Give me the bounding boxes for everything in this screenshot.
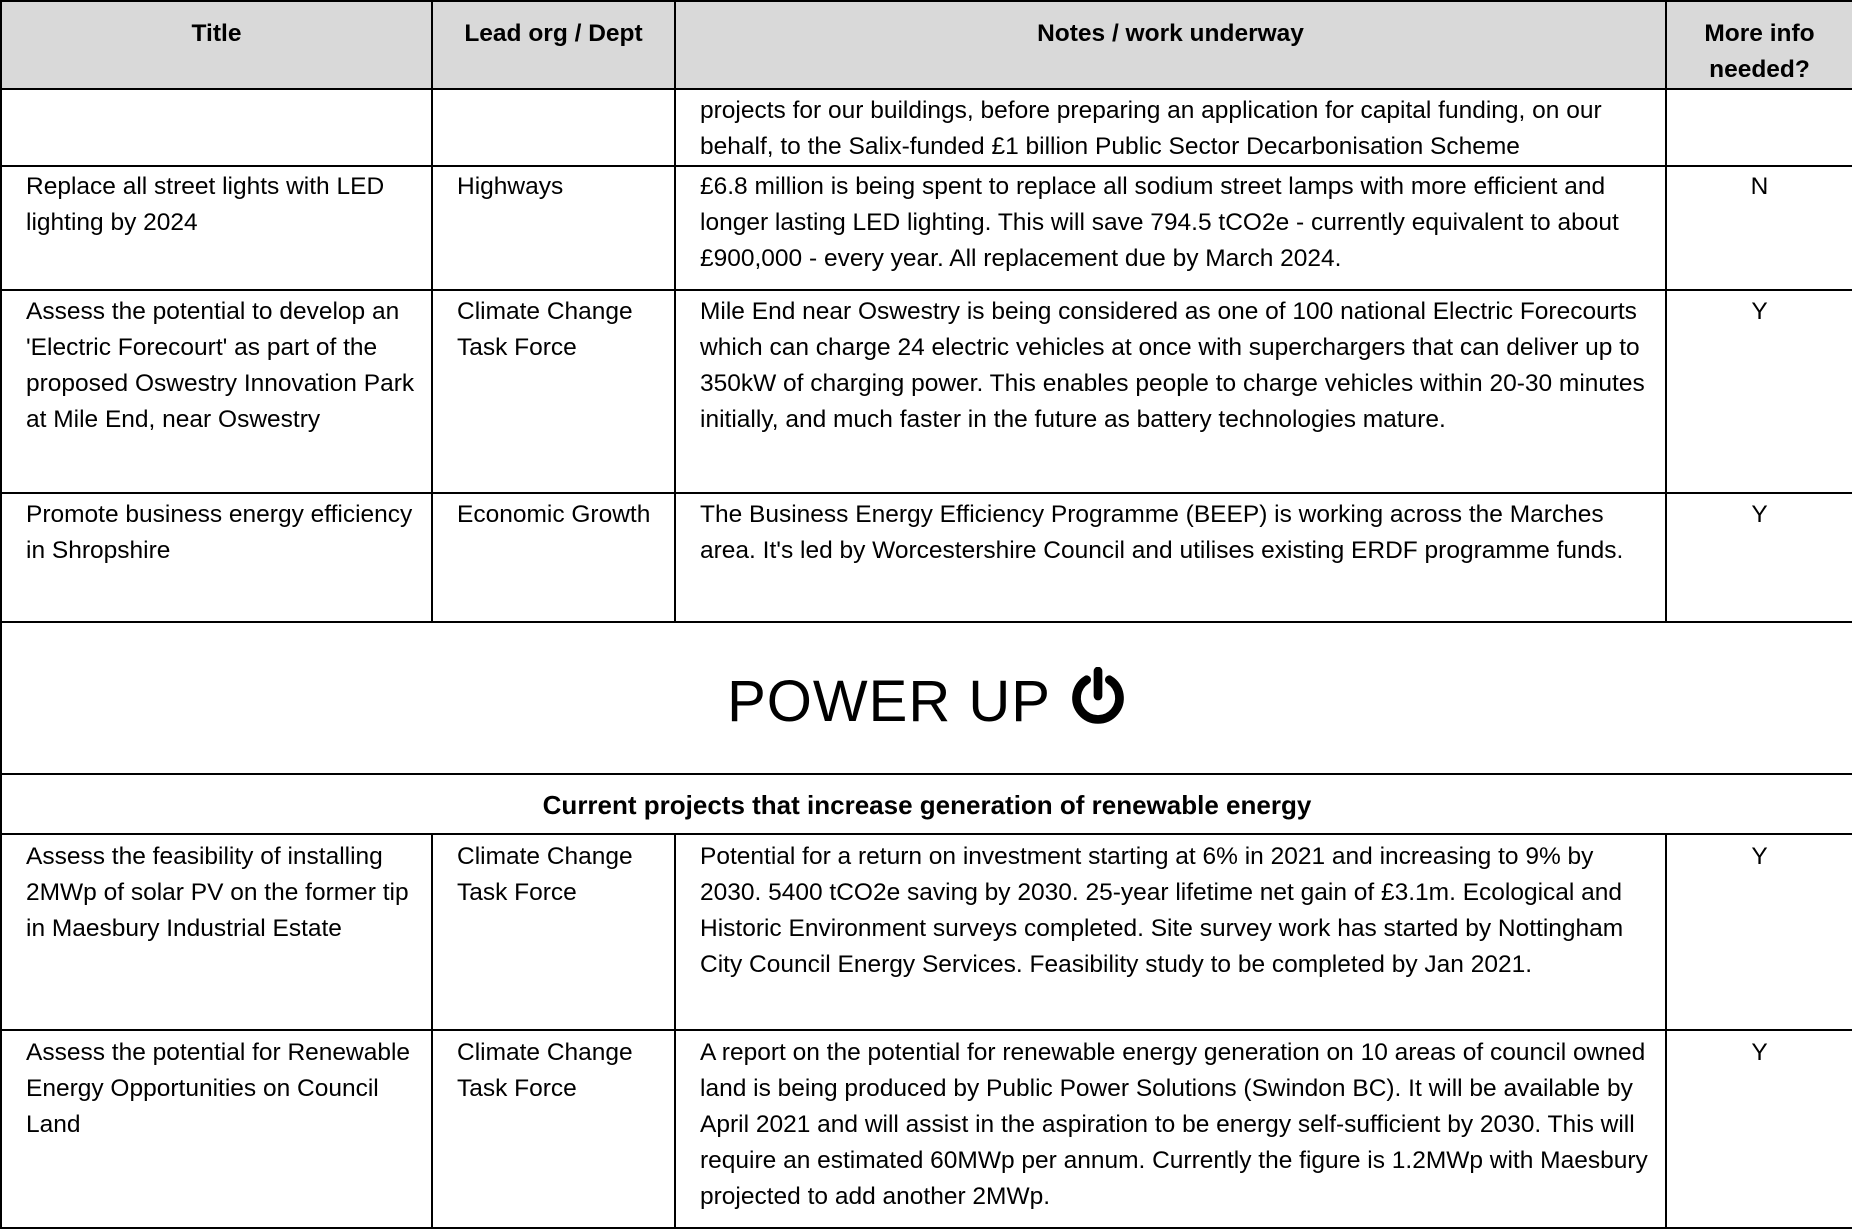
row-more-info — [1666, 89, 1852, 166]
row-notes: projects for our buildings, before preparing an application for capital funding, on our behalf, to the Salix-funded £1 billion Public Sector Decarbonisation Scheme — [675, 89, 1666, 166]
row-more-info: Y — [1666, 1030, 1852, 1228]
row-more-info: N — [1666, 166, 1852, 290]
power-icon — [1069, 667, 1127, 725]
table-row — [1, 89, 1852, 166]
row-lead-org: Economic Growth — [432, 493, 675, 622]
row-notes: Potential for a return on investment starting at 6% in 2021 and increasing to 9% by 2030. 5400 tCO2e saving by 2030. 25-year lifetime net gain of £3.1m. Ecological and Historic Environment surveys completed. Site survey work has started by Nottingham City Council Energy Services. Feasibility study to be completed by Jan 2021. — [675, 834, 1666, 1030]
row-title: Promote business energy efficiency in Shropshire — [1, 493, 432, 622]
row-notes: A report on the potential for renewable energy generation on 10 areas of council owned land is being produced by Public Power Solutions (Swindon BC). It will be available by April 2021 and will assist in the aspiration to be energy self-sufficient by 2030. This will require an estimated 60MWp per annum. Currently the figure is 1.2MWp with Maesbury projected to add another 2MWp. — [675, 1030, 1666, 1228]
table-header — [1, 1, 1852, 89]
table-row — [1, 1030, 1852, 1228]
row-more-info: Y — [1666, 493, 1852, 622]
row-title: Assess the potential for Renewable Energy Opportunities on Council Land — [1, 1030, 432, 1228]
banner-title: POWER UP — [727, 669, 1051, 734]
row-lead-org — [432, 89, 675, 166]
row-title — [1, 89, 432, 166]
banner-cell — [1, 622, 1852, 774]
row-title: Replace all street lights with LED lighting by 2024 — [1, 166, 432, 290]
section-heading: Current projects that increase generation of renewable energy — [1, 774, 1852, 834]
section-row — [1, 774, 1852, 834]
row-more-info: Y — [1666, 290, 1852, 493]
table-row — [1, 290, 1852, 493]
row-lead-org: Highways — [432, 166, 675, 290]
row-notes: Mile End near Oswestry is being considered as one of 100 national Electric Forecourts which can charge 24 electric vehicles at once with superchargers that can deliver up to 350kW of charging power. This enables people to charge vehicles within 20-30 minutes initially, and much faster in the future as battery technologies mature. — [675, 290, 1666, 493]
row-lead-org: Climate Change Task Force — [432, 290, 675, 493]
row-notes: The Business Energy Efficiency Programme (BEEP) is working across the Marches area. It's led by Worcestershire Council and utilises existing ERDF programme funds. — [675, 493, 1666, 622]
header-lead-org: Lead org / Dept — [432, 1, 675, 89]
header-title: Title — [1, 1, 432, 89]
header-row — [1, 1, 1852, 89]
row-more-info: Y — [1666, 834, 1852, 1030]
table-row — [1, 493, 1852, 622]
row-title: Assess the feasibility of installing 2MWp of solar PV on the former tip in Maesbury Industrial Estate — [1, 834, 432, 1030]
header-more-info: More info needed? — [1666, 1, 1852, 89]
row-lead-org: Climate Change Task Force — [432, 834, 675, 1030]
banner-row — [1, 622, 1852, 774]
row-title: Assess the potential to develop an 'Electric Forecourt' as part of the proposed Oswestry Innovation Park at Mile End, near Oswestry — [1, 290, 432, 493]
row-lead-org: Climate Change Task Force — [432, 1030, 675, 1228]
table-row — [1, 834, 1852, 1030]
header-notes: Notes / work underway — [675, 1, 1666, 89]
table-row — [1, 166, 1852, 290]
row-notes: £6.8 million is being spent to replace all sodium street lamps with more efficient and longer lasting LED lighting. This will save 794.5 tCO2e - currently equivalent to about £900,000 - every year. All replacement due by March 2024. — [675, 166, 1666, 290]
